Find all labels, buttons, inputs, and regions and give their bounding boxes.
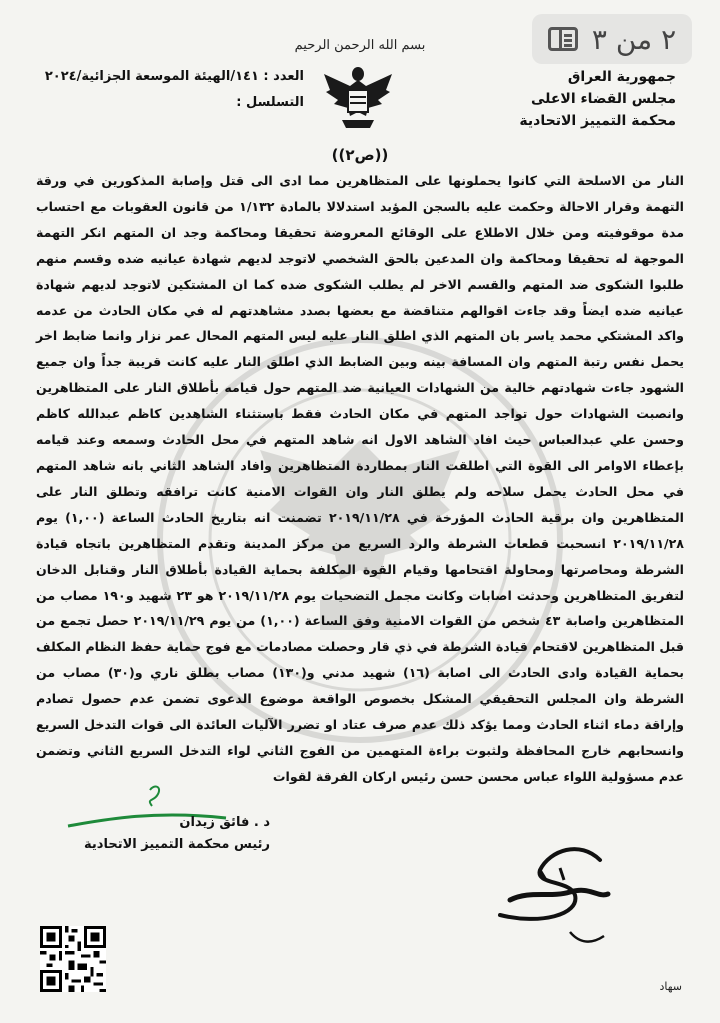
- signatory-title: رئيس محكمة التمييز الاتحادية: [84, 837, 270, 852]
- reference-number: العدد : ١٤١/الهيئة الموسعة الجزائية/٢٠٢٤: [44, 69, 304, 84]
- signatory-name: د . فائق زيدان: [179, 815, 270, 830]
- page-number: ((ص٢)): [331, 146, 389, 164]
- council-name: مجلس القضاء الاعلى: [530, 91, 676, 107]
- sequence-number: التسلسل :: [236, 95, 304, 110]
- sidebar-icon[interactable]: [548, 27, 578, 51]
- page-indicator-label: ٢ من ٣: [591, 22, 677, 56]
- page-indicator[interactable]: [532, 14, 692, 64]
- body-text: [36, 168, 684, 784]
- body-paragraph: النار من الاسلحة التي كانوا يحملونها على المتظاهرين مما ادى الى قتل وإصابة المذكورين في ورقة التهمة وقرار الاحالة وحكمت عليه بالسجن المؤبد استدلالا بالمادة ١/١٣٢ من قانون العقوبات مع احتساب مدة موقوفيته ومن خلال الاطلاع على الوقائع المعروضة تحقيقا ومحاكمة وجد ان المتهم انكر التهمة الموجهة له تحقيقا ومحاكمة وان المدعين بالحق الشخصي لاتوجد لديهم شهادة عيانيه ضده وقسم منهم طلبوا الشكوى ضد المتهم والقسم الاخر لم يطلب الشكوى ضده كما ان المشتكين لاتوجد لديهم شهادة عيانيه ضده ايضاً وقد جاءت اقوالهم متناقضة مع بعضها بصدد مشاهدتهم له في مكان الحادث من عدمه واكد المشتكي محمد ياسر بان المتهم الذي اطلق النار عليه ليس المتهم المحال عمر نزار وانما ضابط اخر يحمل نفس رتبة المتهم وان المسافة بينه وبين الضابط الذي اطلق النار عليه كانت قريبة جداً وان جميع الشهود جاءت شهادتهم خالية من الشهادات العيانية ضد المتهم حول قيامه بأطلاق النار على المتظاهرين وانصبت الشهادات حول تواجد المتهم في مكان الحادث فقط باستثناء الشاهدين كاظم عبدالله كاظم وحسن علي عبدالعباس حيث افاد الشاهد الاول انه شاهد المتهم في محل الحادث وسمعه وعند قيامه بإعطاء الاوامر الى القوة التي اطلقت النار بمطاردة المتظاهرين وافاد الشاهد الثاني بانه شاهد المتهم في محل الحادث يحمل سلاحه ولم يطلق النار وان القوات الامنية كانت ترافقه وتطلق النار على المتظاهرين وان برقية الحادث المؤرخة في ٢٠١٩/١١/٢٨ تضمنت انه بتاريخ الحادث الساعة (١,٠٠) يوم ٢٠١٩/١١/٢٨ انسحبت قطعات الشرطة والرد السريع من مركز المدينة وتقدم المتظاهرين باتجاه قيادة الشرطة ومحاصرتها ومحاولة اقتحامها وقيام القوة المكلفة بحماية القيادة بأطلاق النار وقنابل الدخان لتفريق المتظاهرين وحدثت اصابات وكانت مجمل التضحيات يوم ٢٠١٩/١١/٢٨ هو ٢٣ شهيد و١٩٠ مصاب من المتظاهرين واصابة ٤٣ شخص من القوات الامنية وفق الساعة (١,٠٠) من يوم ٢٠١٩/١١/٢٩ حصل تجمع من قبل المتظاهرين لاقتحام قيادة الشرطة في ذي قار وحصلت مصادمات مع فوج حماية حفظ النظام المكلف بحماية القيادة وادى الحادث الى اصابة (١٦) شهيد مدني و(١٣٠) مصاب بطلق ناري و(٣٠) مصاب من الشرطة وان المجلس التحقيقي المشكل بخصوص الواقعة موضوع الدعوى تضمن عدم حصول تصادم وإراقة دماء اثناء الحادث ومما يؤكد ذلك عدم صرف عتاد او تضرر الآليات العائدة الى قوات التدخل السريع وانسحابهم خارج المحافظة ولثبوت براءة المتهمين من الفوج الثاني لواء التدخل السريع الثاني وتضمن عدم مسؤولية اللواء عباس محسن حسن رئيس اركان الفرقة لقوات: [36, 173, 684, 784]
- court-name: محكمة التمييز الاتحادية: [519, 113, 676, 129]
- issuer-block: [476, 66, 676, 132]
- typist-mark: سهاد: [659, 980, 682, 993]
- signatory-block: [44, 812, 270, 856]
- eagle-emblem-icon: [320, 60, 396, 136]
- qr-code-icon[interactable]: [40, 926, 106, 992]
- basmala: بسم الله الرحمن الرحيم: [294, 38, 426, 53]
- country-name: جمهورية العراق: [567, 69, 676, 85]
- handwritten-signature-icon: [480, 840, 620, 950]
- reference-block: [44, 64, 304, 116]
